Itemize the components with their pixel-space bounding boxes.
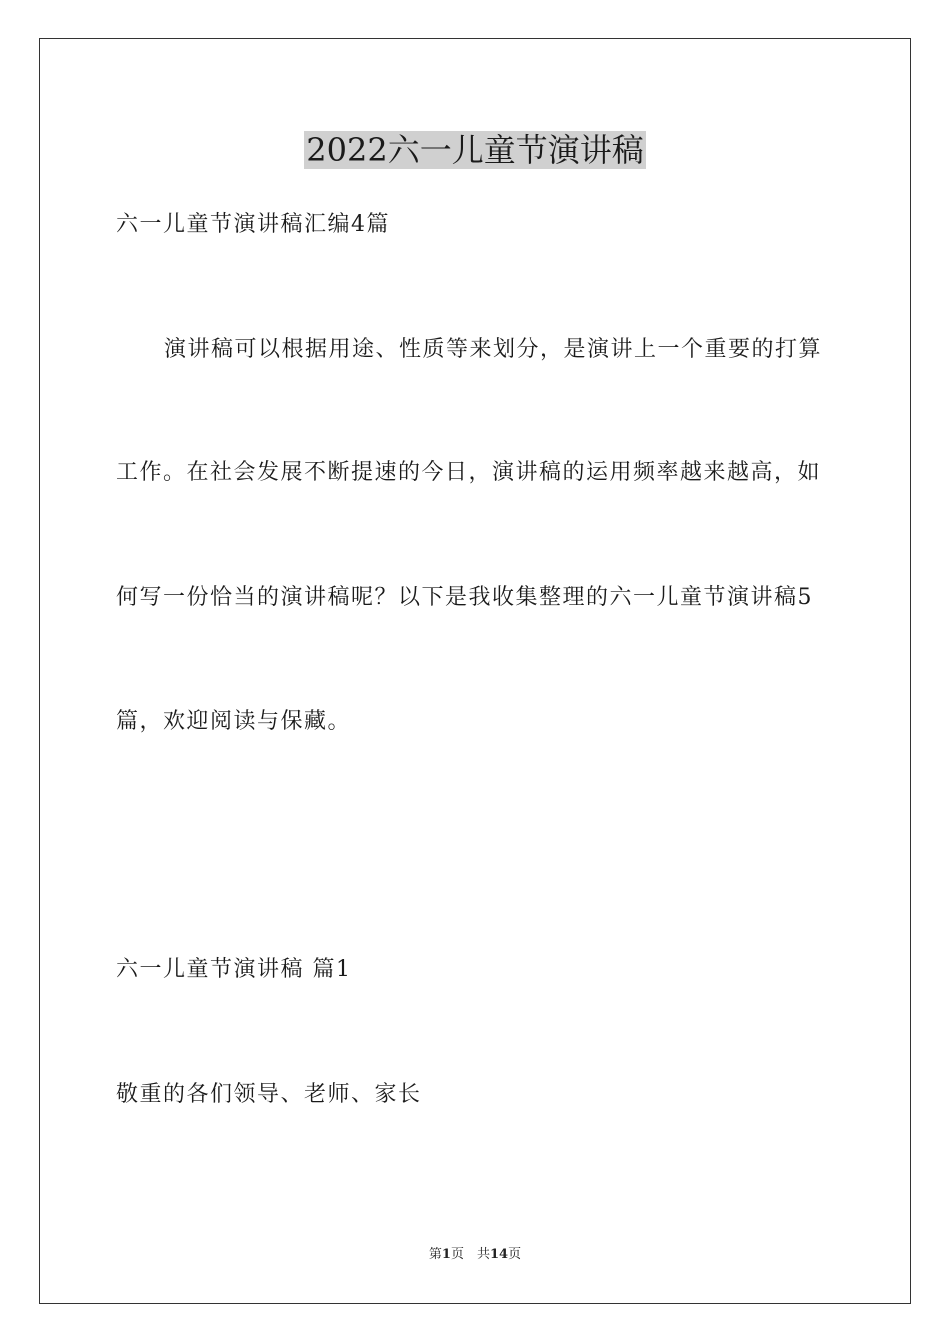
intro-line-1: 演讲稿可以根据用途、性质等来划分，是演讲上一个重要的打算 — [164, 337, 823, 362]
intro-line-2: 工作。在社会发展不断提速的今日，演讲稿的运用频率越来越高，如 — [116, 460, 822, 485]
document-title-text: 2022六一儿童节演讲稿 — [306, 131, 644, 169]
section-heading: 六一儿童节演讲稿 篇1 — [116, 957, 352, 982]
footer-page-total: 14 — [489, 1247, 509, 1262]
intro-line-4: 篇，欢迎阅读与保藏。 — [116, 709, 352, 734]
footer-page-current: 1 — [441, 1247, 451, 1262]
footer-page-prefix: 第 — [428, 1247, 442, 1262]
document-title — [0, 128, 950, 172]
document-subtitle: 六一儿童节演讲稿汇编4篇 — [116, 212, 390, 237]
intro-line-3: 何写一份恰当的演讲稿呢？以下是我收集整理的六一儿童节演讲稿5 — [116, 585, 813, 610]
salutation: 敬重的各们领导、老师、家长 — [116, 1082, 422, 1107]
page-footer — [0, 1246, 950, 1264]
footer-page-suffix: 页 — [508, 1247, 522, 1262]
footer-page-mid: 页 共 — [450, 1247, 490, 1262]
